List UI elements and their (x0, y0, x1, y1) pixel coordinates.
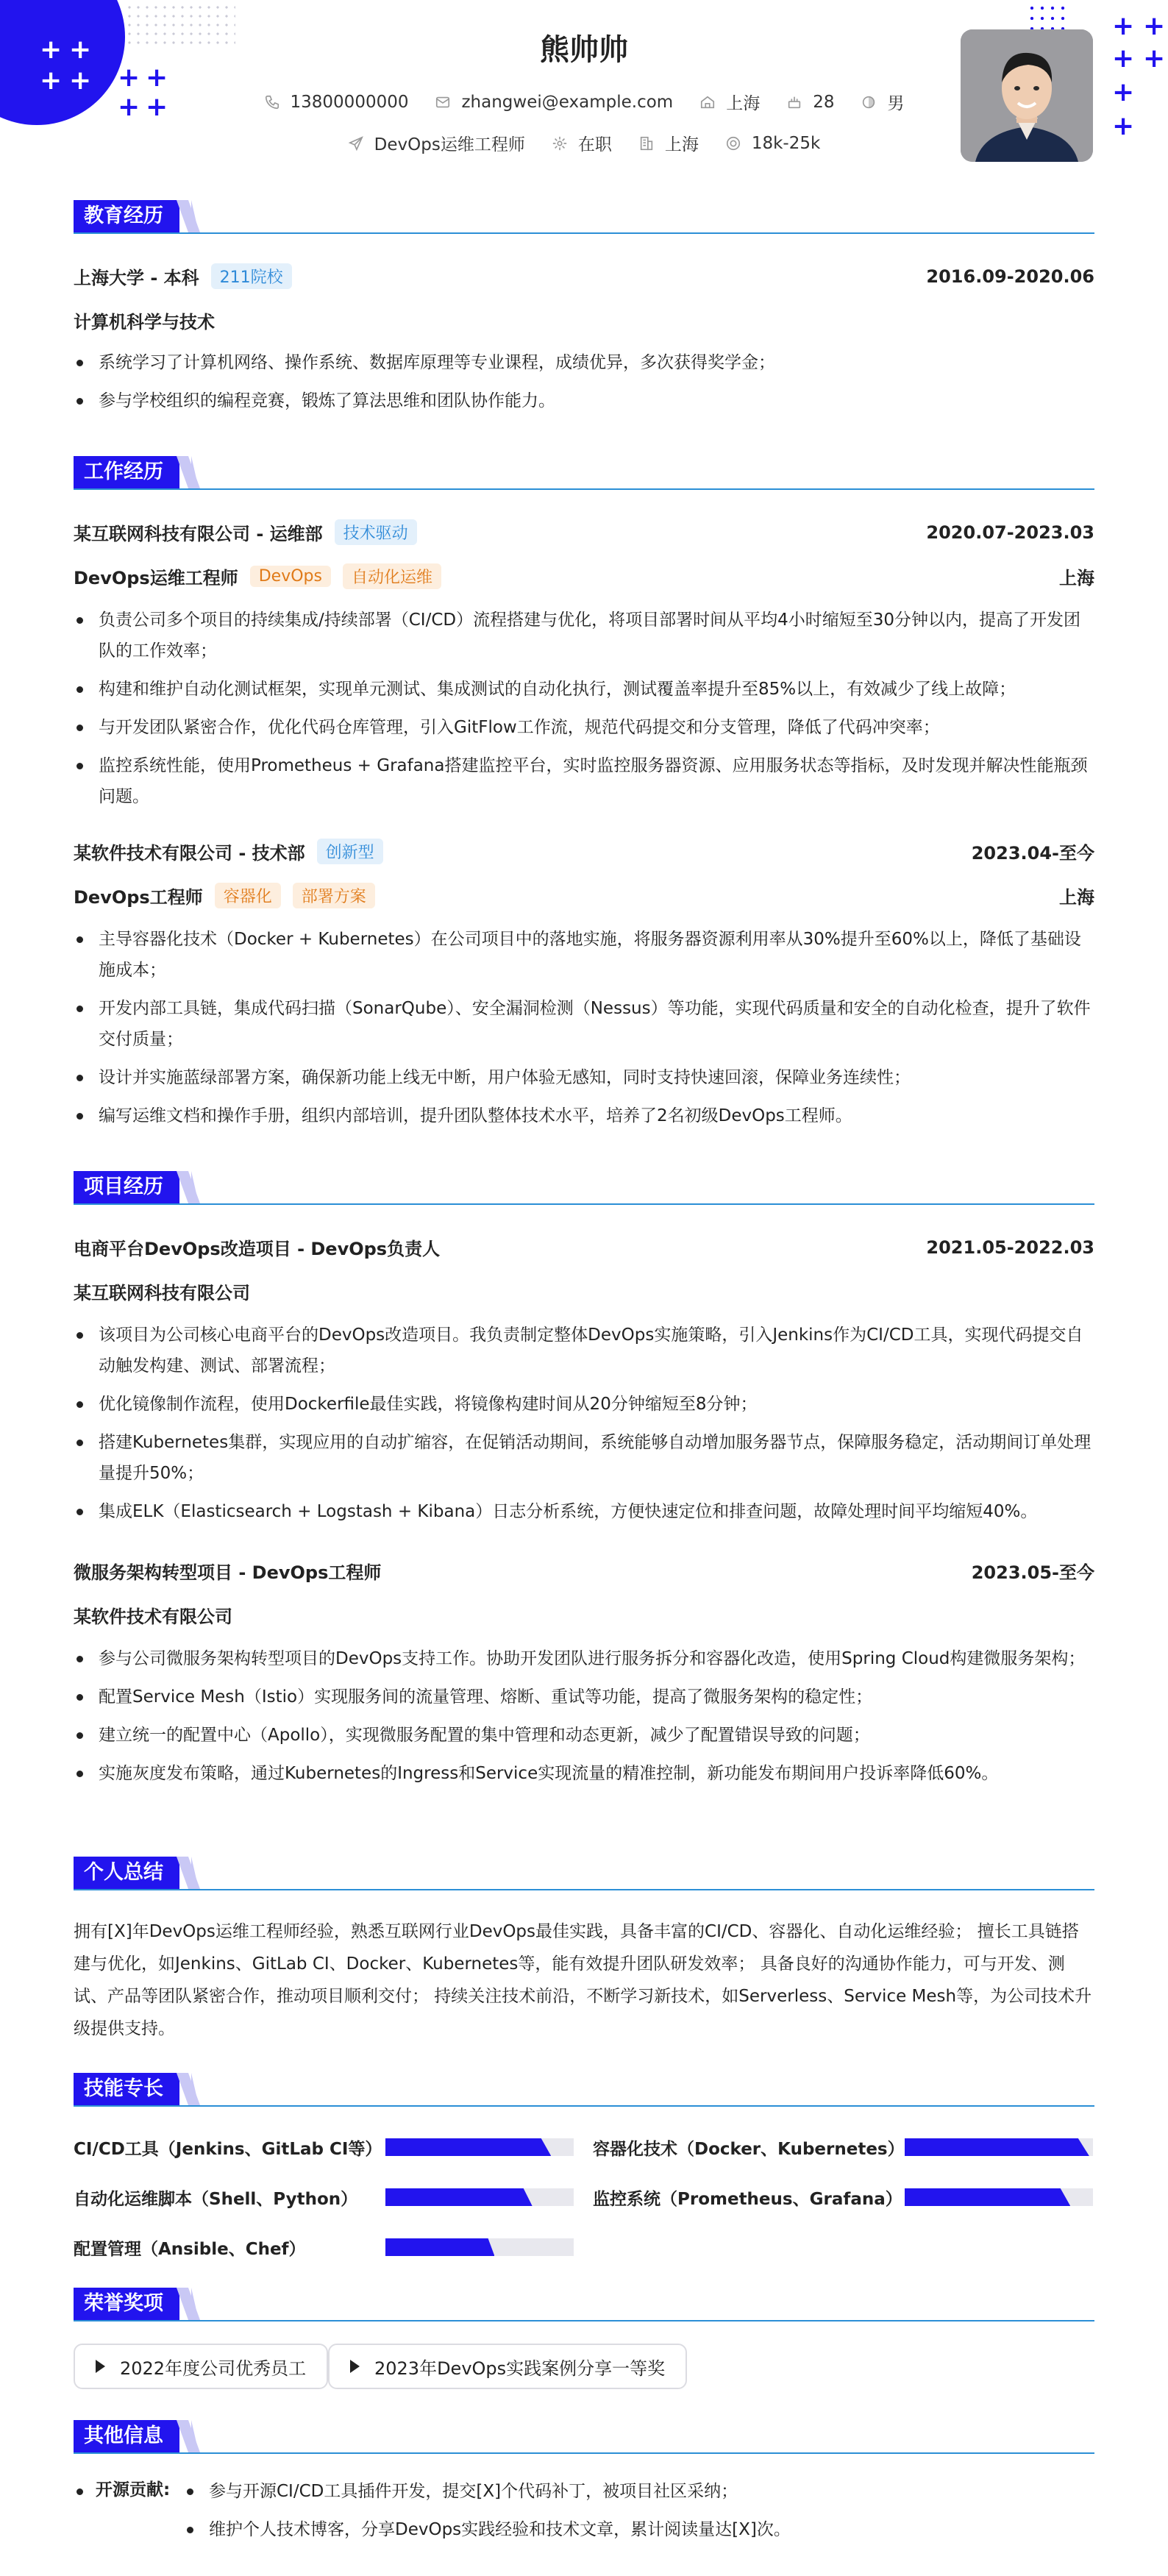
section-skills (74, 2073, 1094, 2105)
project-period: 2021.05-2022.03 (926, 1237, 1094, 1258)
work-2-role (74, 883, 1094, 908)
section-title-work: 工作经历 (74, 456, 179, 488)
project-company: 某互联网科技有限公司 (74, 1283, 250, 1303)
list-item: 系统学习了计算机网络、操作系统、数据库原理等专业课程，成绩优异，多次获得奖学金； (74, 347, 1094, 378)
list-item: 建立统一的配置中心（Apollo），实现微服务配置的集中管理和动态更新，减少了配置错误导致的问题； (74, 1720, 1094, 1751)
section-summary (74, 1857, 1094, 1889)
skill-item (74, 2185, 581, 2210)
plus-icon: + (40, 35, 63, 65)
list-item: 该项目为公司核心电商平台的DevOps改造项目。我负责制定整体DevOps实施策略，引入Jenkins作为CI/CD工具，实现代码提交自动触发构建、测试、部署流程； (74, 1320, 1094, 1381)
other-label: 开源贡献: (74, 2476, 170, 2500)
gender-info (861, 90, 904, 114)
phone-icon (264, 94, 280, 110)
list-item: 实施灰度发布策略，通过Kubernetes的Ingress和Service实现流量的精准控制，新功能发布期间用户投诉率降低60%。 (74, 1758, 1094, 1789)
phone-text: 13800000000 (290, 92, 409, 112)
skill-fill (905, 2188, 1070, 2206)
work-period: 2023.04-至今 (971, 843, 1094, 864)
plus-icon: + (40, 65, 63, 96)
list-item: 负责公司多个项目的持续集成/持续部署（CI/CD）流程搭建与优化，将项目部署时间从平均4小时缩短至30分钟以内，提高了开发团队的工作效率； (74, 605, 1094, 666)
list-item: 设计并实施蓝绿部署方案，确保新功能上线无中断，用户体验无感知，同时支持快速回滚，保障业务连续性； (74, 1062, 1094, 1093)
skill-item (74, 2135, 581, 2160)
skill-item (74, 2235, 581, 2260)
coin-icon (725, 135, 741, 152)
work-1-header (74, 519, 1094, 545)
section-rule (74, 1889, 1094, 1890)
plus-icon: + (118, 92, 140, 122)
skill-bar (385, 2238, 574, 2256)
work-1-role (74, 563, 1094, 589)
company-tag: 技术驱动 (335, 519, 417, 545)
plus-icon: + (1112, 11, 1135, 41)
company-tag: 创新型 (317, 839, 383, 864)
work-1-bullets (74, 605, 1094, 819)
work-period: 2020.07-2023.03 (926, 522, 1094, 543)
section-rule (74, 2452, 1094, 2454)
role-tag: 自动化运维 (343, 563, 441, 589)
role-tag: DevOps (250, 566, 331, 587)
award-badge (74, 2344, 328, 2389)
section-title-awards: 荣誉奖项 (74, 2288, 179, 2320)
send-icon (348, 135, 364, 152)
location-text: 上海 (726, 94, 761, 113)
skill-fill (385, 2138, 551, 2156)
project-1-company (74, 1278, 1094, 1304)
section-title-education: 教育经历 (74, 200, 179, 232)
list-item: 参与开源CI/CD工具插件开发，提交[X]个代码补丁，被项目社区采纳； (184, 2476, 1094, 2507)
age-info (786, 93, 834, 112)
section-title-projects: 项目经历 (74, 1171, 179, 1203)
candidate-name: 熊帅帅 (540, 33, 628, 67)
email-info (435, 93, 673, 112)
avatar (961, 29, 1093, 162)
plus-icon: + (1112, 111, 1135, 141)
list-item: 监控系统性能，使用Prometheus + Grafana搭建监控平台，实时监控服务器资源、应用服务状态等指标，及时发现并解决性能瓶颈问题。 (74, 750, 1094, 812)
list-item: 参与公司微服务架构转型项目的DevOps支持工作。协助开发团队进行服务拆分和容器化改造，使用Spring Cloud构建微服务架构； (74, 1643, 1094, 1674)
play-icon (96, 2360, 105, 2373)
skill-item (593, 2185, 1100, 2210)
company-name: 某软件技术有限公司 - 技术部 (74, 843, 305, 864)
section-title-skills: 技能专长 (74, 2073, 179, 2105)
plus-icon: + (118, 63, 140, 93)
skill-bar (385, 2188, 574, 2206)
work-2-bullets (74, 924, 1094, 1139)
section-projects (74, 1171, 1094, 1203)
education-period: 2016.09-2020.06 (926, 266, 1094, 287)
list-item: 配置Service Mesh（Istio）实现服务间的流量管理、熔断、重试等功能，提高了微服务架构的稳定性； (74, 1682, 1094, 1712)
skill-item (593, 2135, 1100, 2160)
work-city: 上海 (1059, 568, 1094, 588)
list-item: 与开发团队紧密合作，优化代码仓库管理，引入GitFlow工作流，规范代码提交和分支管理，降低了代码冲突率； (74, 712, 1094, 743)
home-icon (699, 94, 716, 110)
skill-bar (385, 2138, 574, 2156)
role-name: DevOps工程师 (74, 887, 203, 908)
skill-fill (385, 2188, 533, 2206)
project-company: 某软件技术有限公司 (74, 1607, 232, 1627)
list-item: 主导容器化技术（Docker + Kubernetes）在公司项目中的落地实施，将服务器资源利用率从30%提升至60%以上，降低了基础设施成本； (74, 924, 1094, 986)
skill-name: 自动化运维脚本（Shell、Python） (74, 2189, 358, 2209)
project-2-header (74, 1558, 1094, 1584)
section-rule (74, 1203, 1094, 1205)
list-item: 集成ELK（Elasticsearch + Logstash + Kibana）日志分析系统，方便快速定位和排查问题，故障处理时间平均缩短40%。 (74, 1496, 1094, 1527)
salary-info (725, 134, 820, 153)
skill-bar (905, 2138, 1093, 2156)
mail-icon (435, 94, 451, 110)
age-text: 28 (813, 92, 835, 112)
skill-bar (905, 2188, 1093, 2206)
location-info (699, 90, 760, 114)
section-rule (74, 2105, 1094, 2107)
plus-icon: + (1112, 43, 1135, 74)
list-item: 维护个人技术博客，分享DevOps实践经验和技术文章，累计阅读量达[X]次。 (184, 2514, 1094, 2545)
skill-name: 监控系统（Prometheus、Grafana） (593, 2189, 902, 2209)
award-text: 2022年度公司优秀员工 (120, 2358, 307, 2379)
list-item: 参与学校组织的编程竞赛，锻炼了算法思维和团队协作能力。 (74, 385, 1094, 416)
award-text: 2023年DevOps实践案例分享一等奖 (374, 2358, 666, 2379)
other-bullets (184, 2476, 1094, 2552)
summary-text: 拥有[X]年DevOps运维工程师经验，熟悉互联网行业DevOps最佳实践，具备丰富的CI/CD、容器化、自动化运维经验； 擅长工具链搭建与优化，如Jenkins、GitLab CI、Docker、Kubernetes等，能有效提升团队研发效率； 具备良好的沟通协作能力，可与开发、测试、产品等团队紧密合作，推动项目顺利交付； 持续关注技术前沿，不断学习新技术，如Serverless、Service Mesh等，为公司技术升级提供支持。 (74, 1922, 1092, 2038)
status-info (552, 131, 612, 155)
skill-name: CI/CD工具（Jenkins、GitLab CI等） (74, 2139, 382, 2159)
section-work (74, 456, 1094, 488)
skill-name: 配置管理（Ansible、Chef） (74, 2239, 306, 2259)
section-title-summary: 个人总结 (74, 1857, 179, 1889)
section-title-other: 其他信息 (74, 2420, 179, 2452)
city-text: 上海 (664, 135, 699, 154)
email-text: zhangwei@example.com (461, 92, 674, 112)
city-info (638, 131, 699, 155)
skill-name: 容器化技术（Docker、Kubernetes） (593, 2139, 905, 2159)
list-item: 编写运维文档和操作手册，组织内部培训，提升团队整体技术水平，培养了2名初级DevOps工程师。 (74, 1100, 1094, 1131)
list-item: 优化镜像制作流程，使用Dockerfile最佳实践，将镜像构建时间从20分钟缩短至8分钟； (74, 1389, 1094, 1420)
project-title: 微服务架构转型项目 - DevOps工程师 (74, 1562, 382, 1583)
company-name: 某互联网科技有限公司 - 运维部 (74, 524, 323, 544)
work-2-header (74, 839, 1094, 864)
skill-fill (385, 2238, 494, 2256)
list-item: 构建和维护自动化测试框架，实现单元测试、集成测试的自动化执行，测试覆盖率提升至85%以上，有效减少了线上故障； (74, 674, 1094, 705)
plus-icon: + (1143, 43, 1166, 74)
section-rule (74, 488, 1094, 490)
project-2-bullets (74, 1643, 1094, 1796)
list-item: 搭建Kubernetes集群，实现应用的自动扩缩容，在促销活动期间，系统能够自动增加服务器节点，保障服务稳定，活动期间订单处理量提升50%； (74, 1427, 1094, 1489)
status-text: 在职 (577, 135, 612, 154)
education-bullets (74, 347, 1094, 424)
section-other (74, 2420, 1094, 2452)
gender-icon (861, 94, 877, 110)
project-2-company (74, 1602, 1094, 1628)
major-name: 计算机科学与技术 (74, 312, 215, 332)
plus-icon: + (146, 92, 168, 122)
project-period: 2023.05-至今 (971, 1562, 1094, 1583)
award-badge (328, 2344, 687, 2389)
cake-icon (786, 94, 802, 110)
plus-icon: + (1143, 11, 1166, 41)
position-text: DevOps运维工程师 (374, 135, 525, 154)
section-rule (74, 232, 1094, 234)
plus-icon: + (69, 65, 92, 96)
project-1-bullets (74, 1320, 1094, 1534)
education-header (74, 263, 1094, 289)
plus-icon: + (69, 35, 92, 65)
phone-info (264, 93, 409, 112)
play-icon (350, 2360, 360, 2373)
gear-icon (552, 135, 568, 152)
building-icon (638, 135, 655, 152)
plus-icon: + (146, 63, 168, 93)
position-info (348, 131, 525, 155)
avatar-photo (961, 29, 1093, 162)
project-1-header (74, 1234, 1094, 1260)
section-rule (74, 2320, 1094, 2321)
education-major (74, 307, 1094, 333)
role-tag: 容器化 (215, 883, 281, 908)
section-education (74, 200, 1094, 232)
school-tag: 211院校 (211, 263, 292, 289)
skill-fill (905, 2138, 1089, 2156)
plus-icon: + (1112, 77, 1135, 107)
list-item: 开发内部工具链，集成代码扫描（SonarQube）、安全漏洞检测（Nessus）等功能，实现代码质量和安全的自动化检查，提升了软件交付质量； (74, 993, 1094, 1055)
salary-text: 18k-25k (751, 133, 821, 153)
role-name: DevOps运维工程师 (74, 568, 238, 588)
work-city: 上海 (1059, 887, 1094, 908)
school-name: 上海大学 - 本科 (74, 268, 199, 288)
role-tag: 部署方案 (293, 883, 375, 908)
project-title: 电商平台DevOps改造项目 - DevOps负责人 (74, 1239, 441, 1259)
section-awards (74, 2288, 1094, 2320)
gender-text: 男 (887, 94, 905, 113)
